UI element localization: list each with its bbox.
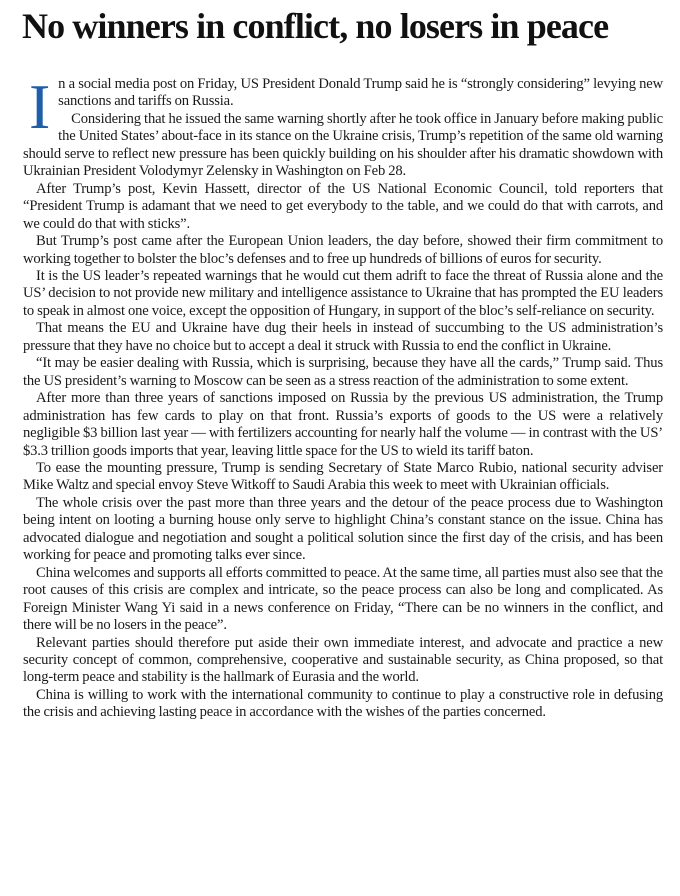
article-paragraph: “It may be easier dealing with Russia, which is surprising, because they have all the cards,” Trump said. Thus the US president’s warning to Moscow can be seen as a stress reaction of the administration to some extent. [23,355,663,389]
drop-cap: I [29,71,51,142]
article-paragraph: It is the US leader’s repeated warnings that he would cut them adrift to face the threat of Russia alone and the US’ decision to not provide new military and intelligence assistance to Ukraine that has prompted the EU leaders to speak in almost one voice, except the opposition of Hungary, in support of the bloc’s self-reliance on security. [23,267,663,319]
article-paragraph: After more than three years of sanctions imposed on Russia by the previous US administration, the Trump administration has few cards to play on that front. Russia’s exports of goods to the US were a relatively negligible $3 billion last year — with fertilizers accounting for nearly half the volume — in contrast with the US’ $3.3 trillion goods imports that year, leaving little space for the US to wield its tariff baton. [23,390,663,459]
article-paragraph [23,71,663,142]
article-paragraph: China welcomes and supports all efforts committed to peace. At the same time, all parties must also see that the root causes of this crisis are complex and intricate, so the peace process can also be long and complicated. As Foreign Minister Wang Yi said in a news conference on Friday, “There can be no winners in the conflict, and there will be no losers in the peace”. [23,564,663,634]
article-body [23,71,663,722]
article-paragraph: After Trump’s post, Kevin Hassett, director of the US National Economic Council, told reporters that “President Trump is adamant that we need to get everybody to the table, and we could do that with carrots, and we could do that with sticks”. [23,180,663,232]
article-paragraph: Considering that he issued the same warning shortly after he took office in January before making public the United States’ about-face in its stance on the Ukraine crisis, Trump’s repetition of the same old warning should serve to reflect new pressure has been quickly building on his shoulder after his dramatic showdown with Ukrainian President Volodymyr Zelensky in Washington on Feb 28. [23,110,663,180]
headline: No winners in conflict, no losers in peace [22,6,609,46]
article-paragraph: The whole crisis over the past more than three years and the detour of the peace process due to Washington being intent on looting a burning house only serve to highlight China’s constant stance on the issue. China has advocated dialogue and negotiation and sought a political solution since the first day of the crisis, and has been working for peace and promoting talks ever since. [23,494,663,564]
article-paragraph: Relevant parties should therefore put aside their own immediate interest, and advocate and practice a new security concept of common, comprehensive, cooperative and sustainable security, as China proposed, so that long-term peace and stability is the hallmark of Eurasia and the world. [23,634,663,686]
article-paragraph: To ease the mounting pressure, Trump is sending Secretary of State Marco Rubio, national security adviser Mike Waltz and special envoy Steve Witkoff to Saudi Arabia this week to meet with Ukrainian officials. [23,459,663,494]
paragraph-text: n a social media post on Friday, US President Donald Trump said he is “strongly considering” levying new sanctions and tariffs on Russia. [58,76,663,110]
article-paragraph: That means the EU and Ukraine have dug their heels in instead of succumbing to the US administration’s pressure that they have no choice but to accept a deal it struck with Russia to end the conflict in Ukraine. [23,320,663,354]
article-paragraph: China is willing to work with the international community to continue to play a constructive role in defusing the crisis and achieving lasting peace in accordance with the wishes of the parties concerned. [23,686,663,721]
article-paragraph: But Trump’s post came after the European Union leaders, the day before, showed their firm commitment to working together to bolster the bloc’s defenses and to free up hundreds of billions of euros for security. [23,233,663,267]
